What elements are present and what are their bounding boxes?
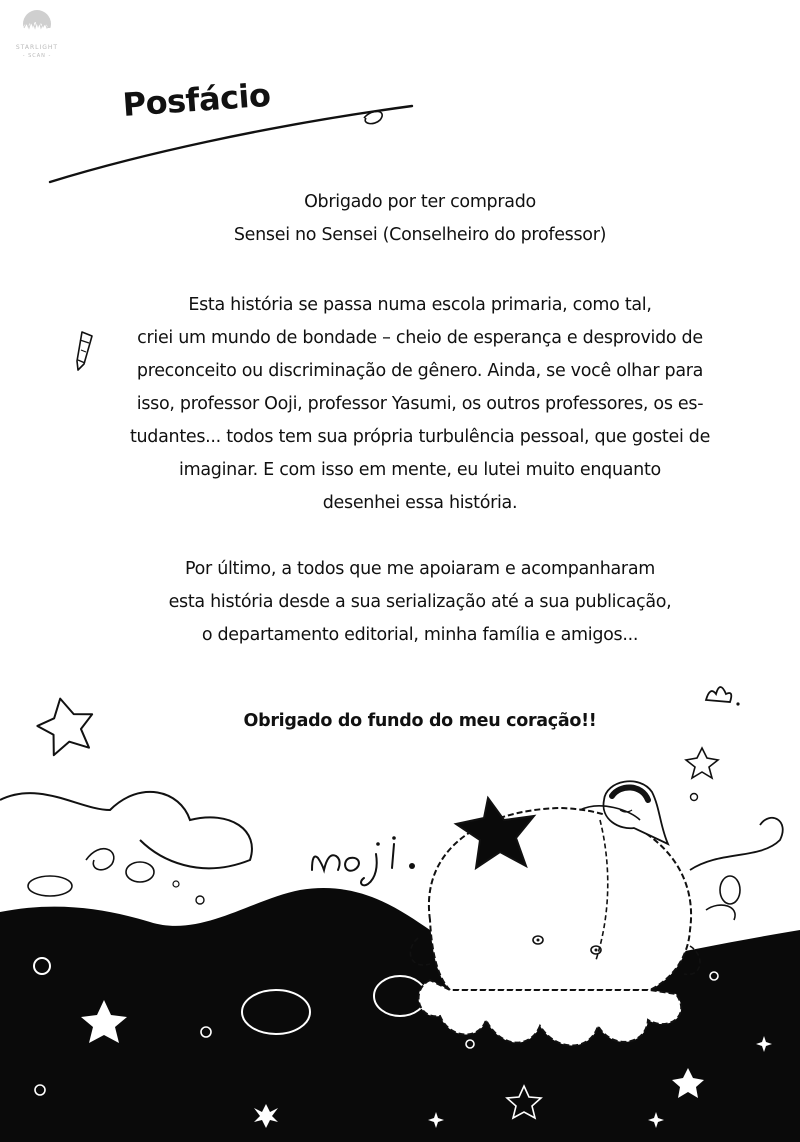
ocean-octopus-illustration [0, 660, 800, 1142]
sprout-doodle-icon [706, 687, 740, 706]
octopus-character [410, 781, 700, 1045]
story-paragraph [100, 289, 740, 520]
text-line: Esta história se passa numa escola primaria, como tal, [188, 295, 652, 315]
text-line: Obrigado do fundo do meu coração!! [243, 711, 597, 731]
text-line: tudantes... todos tem sua própria turbulência pessoal, que gostei de [129, 427, 711, 447]
text-line: Obrigado por ter comprado [304, 192, 536, 212]
watermark-text-2: - SCAN - [22, 53, 52, 59]
moon-logo-icon [14, 6, 60, 42]
text-line: Sensei no Sensei (Conselheiro do professor) [233, 225, 607, 245]
text-line: Por último, a todos que me apoiaram e acompanharam [185, 559, 655, 579]
text-line: esta história desde a sua serialização até a sua publicação, [168, 592, 672, 612]
text-line: imaginar. E com isso em mente, eu lutei muito enquanto [179, 460, 661, 480]
thanks-paragraph [100, 186, 740, 252]
star-icon [686, 748, 718, 778]
page-title: Posfácio [121, 75, 272, 124]
watermark-text-1: STARLIGHT [15, 44, 59, 51]
text-line: criei um mundo de bondade – cheio de esperança e desprovido de [137, 328, 703, 348]
acknowledgements-paragraph [100, 553, 740, 652]
text-line: isso, professor Ooji, professor Yasumi, os outros professores, os es- [136, 394, 704, 414]
text-line: o departamento editorial, minha família e amigos... [201, 625, 639, 645]
star-icon [33, 693, 99, 757]
text-line: desenhei essa história. [322, 493, 518, 513]
watermark-logo [14, 6, 60, 64]
pencil-icon [74, 330, 98, 372]
artist-signature [306, 830, 426, 890]
text-line: preconceito ou discriminação de gênero. Ainda, se você olhar para [136, 361, 704, 381]
